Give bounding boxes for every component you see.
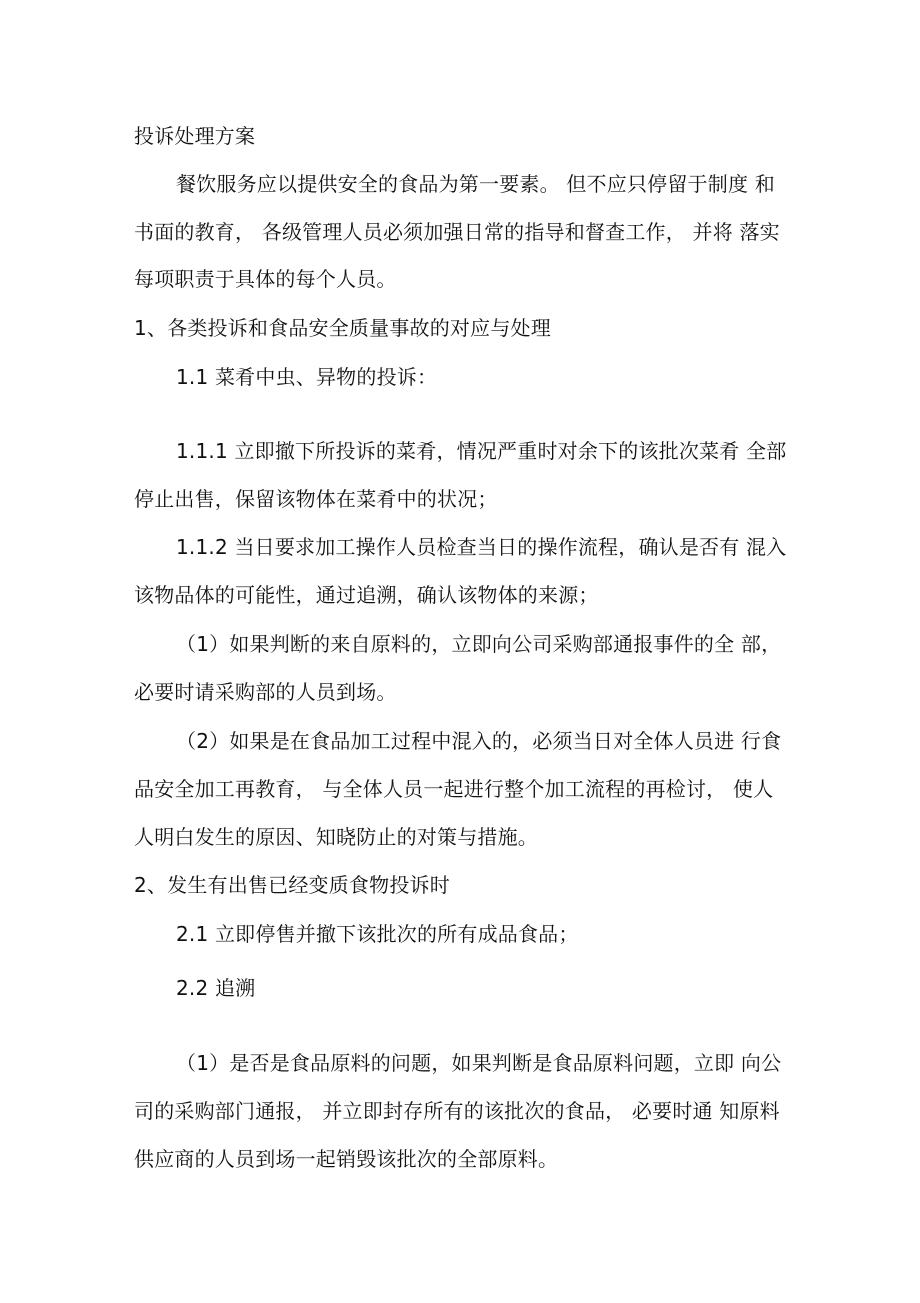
section-1-heading: 1、各类投诉和食品安全质量事故的对应与处理 <box>134 316 551 340</box>
section-2-heading: 2、发生有出售已经变质食物投诉时 <box>134 873 450 897</box>
section-1-1-1-line-1: 1.1.1 立即撤下所投诉的菜肴，情况严重时对余下的该批次菜肴 全部 <box>176 439 787 463</box>
intro-line-2: 书面的教育， 各级管理人员必须加强日常的指导和督查工作， 并将 落实 <box>134 220 780 244</box>
intro-line-3: 每项职责于具体的每个人员。 <box>134 267 397 291</box>
section-1-item-1-line-1: （1）如果判断的来自原料的，立即向公司采购部通报事件的全 部， <box>176 632 782 656</box>
section-2-2-heading: 2.2 追溯 <box>176 976 256 1000</box>
section-1-item-2-line-1: （2）如果是在食品加工过程中混入的，必须当日对全体人员进 行食 <box>176 729 782 753</box>
intro-line-1: 餐饮服务应以提供安全的食品为第一要素。 但不应只停留于制度 和 <box>176 172 775 196</box>
section-2-1-heading: 2.1 立即停售并撤下该批次的所有成品食品； <box>176 922 579 946</box>
section-1-item-2-line-3: 人明白发生的原因、知晓防止的对策与措施。 <box>134 825 538 849</box>
section-1-1-heading: 1.1 菜肴中虫、异物的投诉： <box>176 365 438 389</box>
section-1-1-2-line-1: 1.1.2 当日要求加工操作人员检查当日的操作流程，确认是否有 混入 <box>176 535 787 559</box>
section-1-item-1-line-2: 必要时请采购部的人员到场。 <box>134 680 397 704</box>
section-1-1-1-line-2: 停止出售，保留该物体在菜肴中的状况； <box>134 487 498 511</box>
document-title: 投诉处理方案 <box>134 124 256 148</box>
section-2-item-1-line-2: 司的采购部门通报， 并立即封存所有的该批次的食品， 必要时通 知原料 <box>134 1099 780 1123</box>
section-1-1-2-line-2: 该物品体的可能性，通过追溯，确认该物体的来源； <box>134 583 599 607</box>
section-2-item-1-line-1: （1）是否是食品原料的问题，如果判断是食品原料问题，立即 向公 <box>176 1051 782 1075</box>
section-1-item-2-line-2: 品安全加工再教育， 与全体人员一起进行整个加工流程的再检讨， 使人 <box>134 777 774 801</box>
section-2-item-1-line-3: 供应商的人员到场一起销毁该批次的全部原料。 <box>134 1147 559 1171</box>
